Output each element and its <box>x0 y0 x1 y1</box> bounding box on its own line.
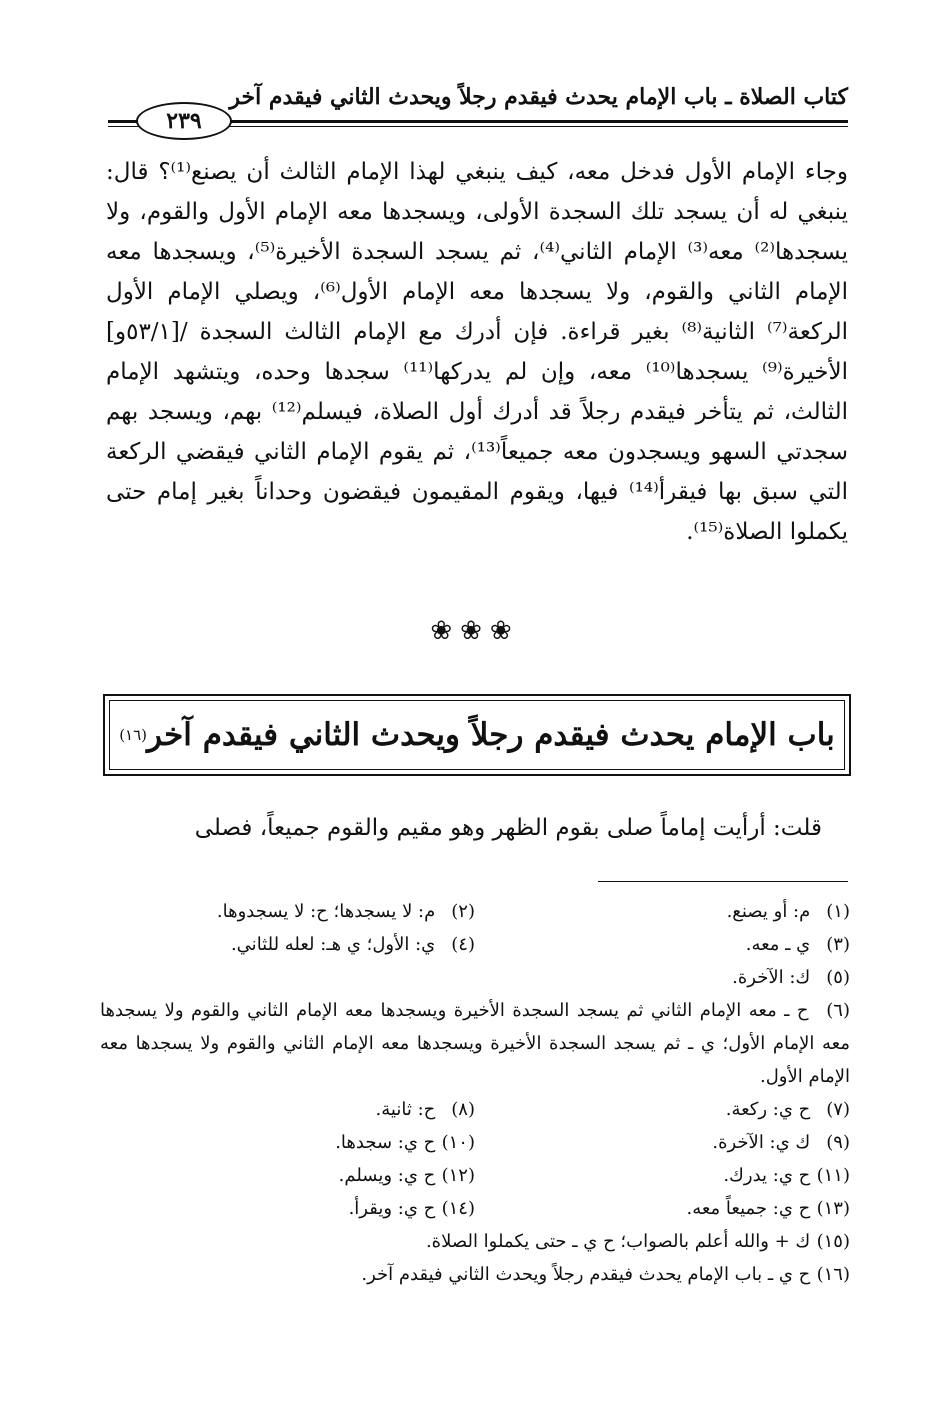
chapter-heading-box <box>103 694 851 776</box>
page-number: ٢٣٩ <box>136 102 232 140</box>
running-header <box>108 84 848 134</box>
footnote-row <box>100 1258 850 1291</box>
footnote-12: (١٢) ح ي: ويسلم. <box>338 1165 475 1186</box>
footnotes <box>100 895 850 1291</box>
main-text <box>106 152 848 552</box>
chapter-title: باب الإمام يحدث فيقدم رجلاً ويحدث الثاني فيقدم آخر (١٦) <box>119 717 835 753</box>
footnote-row <box>100 1225 850 1258</box>
footnote-9: (٩) ك ي: الآخرة. <box>712 1132 850 1153</box>
footnote-3: (٣) ي ـ معه. <box>745 934 850 955</box>
footnote-rule <box>598 881 848 882</box>
footnote-row <box>100 1126 850 1159</box>
footnote-row <box>100 895 850 928</box>
main-paragraph: وجاء الإمام الأول فدخل معه، كيف ينبغي لهذا الإمام الثالث أن يصنع⁽¹⁾؟ قال: ينبغي له أن يسجد تلك السجدة الأولى، ويسجدها معه الإمام الأول والقوم، ولا يسجدها⁽²⁾ معه⁽³⁾ الإمام الثاني⁽⁴⁾، ثم يسجد السجدة الأخيرة⁽⁵⁾، ويسجدها معه الإمام الثاني والقوم، ولا يسجدها معه الإمام الأول⁽⁶⁾، ويصلي الإمام الأول الركعة⁽⁷⁾ الثانية⁽⁸⁾ بغير قراءة. فإن أدرك مع الإمام الثالث السجدة /[٥٣/١و] الأخيرة⁽⁹⁾ يسجدها⁽¹⁰⁾ معه، وإن لم يدركها⁽¹¹⁾ سجدها وحده، ويتشهد الإمام الثالث، ثم يتأخر فيقدم رجلاً قد أدرك أول الصلاة، فيسلم⁽¹²⁾ بهم، ويسجد بهم سجدتي السهو ويسجدون معه جميعاً⁽¹³⁾، ثم يقوم الإمام الثاني فيقضي الركعة التي سبق بها فيقرأ⁽¹⁴⁾ فيها، ويقوم المقيمون فيقضون وحداناً بغير إمام حتى يكملوا الصلاة⁽¹⁵⁾. <box>106 159 848 545</box>
footnote-2: (٢) م: لا يسجدها؛ ح: لا يسجدوها. <box>216 901 475 922</box>
footnote-11: (١١) ح ي: يدرك. <box>723 1165 850 1186</box>
footnote-15: (١٥) ك + والله أعلم بالصواب؛ ح ي ـ حتى يكملوا الصلاة. <box>425 1231 850 1252</box>
footnote-row <box>100 1159 850 1192</box>
footnote-4: (٤) ي: الأول؛ ي هـ: لعله للثاني. <box>230 934 475 955</box>
footnote-1: (١) م: أو يصنع. <box>726 901 850 922</box>
header-title: كتاب الصلاة ـ باب الإمام يحدث فيقدم رجلاً ويحدث الثاني فيقدم آخر <box>229 84 848 110</box>
footnote-5: (٥) ك: الآخرة. <box>732 967 850 988</box>
footnote-7: (٧) ح ي: ركعة. <box>725 1099 850 1120</box>
footnote-10: (١٠) ح ي: سجدها. <box>335 1132 475 1153</box>
chapter-first-line: قلت: أرأيت إماماً صلى بقوم الظهر وهو مقيم والقوم جميعاً، فصلى <box>194 815 822 841</box>
section-separator-flowers: ❀❀❀ <box>430 616 520 646</box>
footnote-row <box>100 961 850 994</box>
footnote-row <box>100 994 850 1093</box>
footnote-row <box>100 928 850 961</box>
footnote-row <box>100 1093 850 1126</box>
chapter-title-text: باب الإمام يحدث فيقدم رجلاً ويحدث الثاني فيقدم آخر <box>147 717 835 753</box>
footnote-16: (١٦) ح ي ـ باب الإمام يحدث فيقدم رجلاً ويحدث الثاني فيقدم آخر. <box>361 1264 850 1285</box>
footnote-6: (٦) ح ـ معه الإمام الثاني ثم يسجد السجدة الأخيرة ويسجدها معه الإمام الثاني والقوم ولا يسجدها معه الإمام الأول؛ ي ـ ثم يسجد السجدة الأخيرة ويسجدها معه الإمام الثاني والقوم ولا يسجدها معه الإمام الأول. <box>100 1000 850 1087</box>
footnote-row <box>100 1192 850 1225</box>
footnote-8: (٨) ح: ثانية. <box>375 1099 475 1120</box>
footnote-13: (١٣) ح ي: جميعاً معه. <box>686 1198 850 1219</box>
footnote-14: (١٤) ح ي: ويقرأ. <box>348 1198 475 1219</box>
